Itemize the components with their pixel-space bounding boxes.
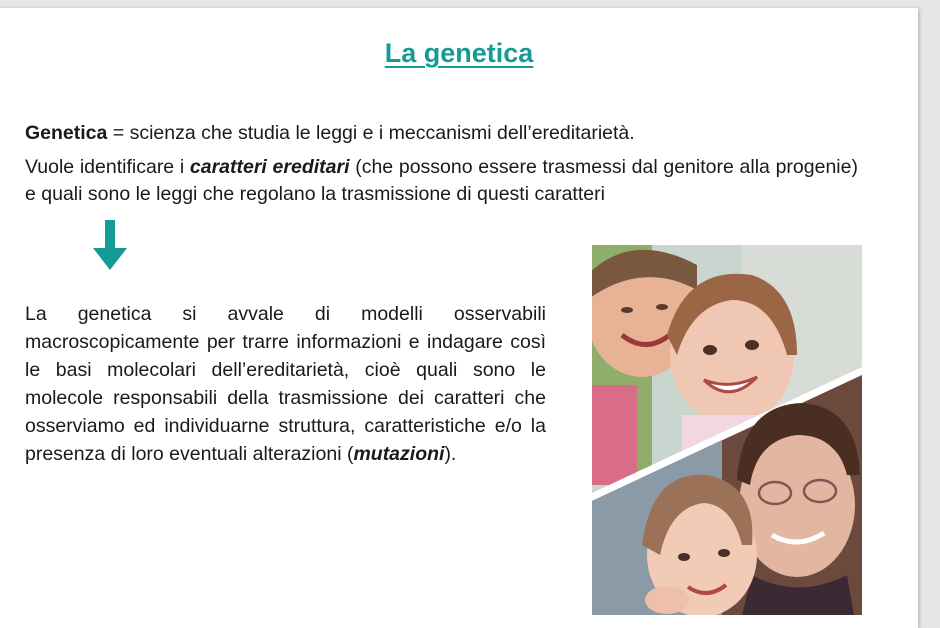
intro-paragraph bbox=[25, 154, 858, 208]
explanation-paragraph bbox=[25, 300, 546, 468]
arrow-down-icon bbox=[93, 220, 127, 270]
intro-emphasis: caratteri ereditari bbox=[189, 156, 350, 178]
intro-text-before: Vuole identificare i bbox=[25, 156, 190, 178]
explanation-text: La genetica si avvale di modelli osservabili macroscopicamente per trarre informazioni e indagare così le basi molecolari dell’ereditarietà, cioè quali sono le molecole responsabili della trasmissione dei caratteri che osserviamo ed individuarne struttura, caratteristiche e/o la presenza di loro eventuali alterazioni ( bbox=[25, 303, 546, 465]
slide-title: La genetica bbox=[384, 38, 534, 68]
slide bbox=[0, 8, 918, 628]
family-photo-collage bbox=[592, 245, 862, 615]
definition-term: Genetica bbox=[25, 122, 108, 144]
explanation-emphasis: mutazioni bbox=[353, 443, 445, 465]
intro-text-after: (che possono essere trasmessi dal genitore alla progenie) e quali sono le leggi che regolano la trasmissione di questi caratteri bbox=[25, 156, 858, 205]
definition-paragraph bbox=[25, 120, 865, 147]
explanation-text-after: ). bbox=[444, 443, 457, 465]
definition-text: = scienza che studia le leggi e i meccanismi dell’ereditarietà. bbox=[107, 122, 635, 144]
